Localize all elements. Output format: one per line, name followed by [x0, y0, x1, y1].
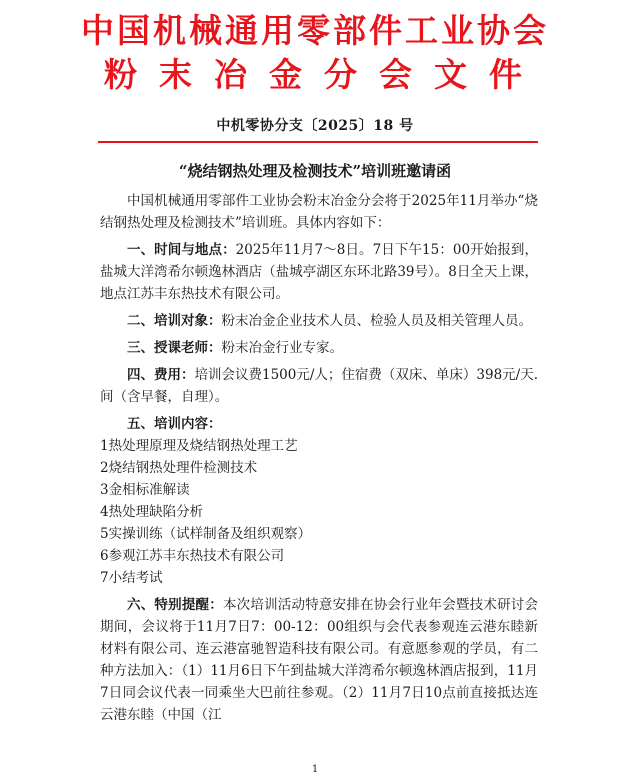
section-text: 培训会议费1500元/人；住宿费（双床、单床）398元/天.间（含早餐，自理）。	[100, 367, 539, 405]
list-item: 4热处理缺陷分析	[100, 504, 204, 520]
section-text: 粉末冶金企业技术人员、检验人员及相关管理人员。	[221, 313, 532, 329]
document-number: 中机零协分支〔2025〕18 号	[216, 118, 414, 134]
red-divider-line	[98, 141, 538, 143]
list-item: 6参观江苏丰东热技术有限公司	[100, 548, 285, 564]
list-item: 1热处理原理及烧结钢热处理工艺	[100, 438, 298, 454]
section-fees	[100, 364, 538, 408]
section-label: 四、费用：	[127, 367, 195, 383]
section-time-place	[100, 239, 538, 305]
list-item: 5实操训练（试样制备及组织观察）	[100, 526, 312, 542]
intro-paragraph: 中国机械通用零部件工业协会粉末冶金分会将于2025年11月举办“烧结钢热处理及检测技术”培训班。具体内容如下：	[100, 193, 538, 231]
section-text: 粉末冶金行业专家。	[221, 340, 343, 356]
section-text: 2025年11月7～8日。7日下午15：00开始报到，盐城大洋湾希尔顿逸林酒店（盐城亭湖区东环北路39号）。8日全天上课，地点江苏丰东热技术有限公司。	[100, 242, 538, 302]
section-reminder	[100, 594, 538, 726]
list-item: 7小结考试	[100, 570, 163, 586]
section-label: 二、培训对象：	[127, 313, 222, 329]
section-text: 本次培训活动特意安排在协会行业年会暨技术研讨会期间，会议将于11月7日7：00-12：00组织与会代表参观连云港东睦新材料有限公司、连云港富驰智造科技有限公司。有意愿参观的学员，有二种方法加入：（1）11月6日下午到盐城大洋湾希尔顿逸林酒店报到，11月7日同会议代表一同乘坐大巴前往参观。（2）11月7日10点前直接抵达连云港东睦（中国（江	[100, 597, 539, 723]
section-label: 一、时间与地点：	[127, 242, 236, 258]
section-label: 三、授课老师：	[127, 340, 222, 356]
list-item: 2烧结钢热处理件检测技术	[100, 460, 258, 476]
section-audience	[100, 310, 538, 332]
section-teacher	[100, 337, 538, 359]
issuing-organization: 中国机械通用零部件工业协会	[81, 11, 549, 50]
list-item: 3金相标准解读	[100, 482, 190, 498]
section-content-heading: 五、培训内容：	[127, 416, 222, 432]
department-document-header: 粉末冶金分会文件	[104, 55, 544, 94]
training-content-list	[100, 435, 538, 589]
document-body	[100, 190, 538, 726]
section-label: 六、特别提醒：	[127, 597, 223, 613]
page-number: 1	[311, 764, 319, 775]
document-title: “烧结钢热处理及检测技术”培训班邀请函	[178, 162, 452, 180]
